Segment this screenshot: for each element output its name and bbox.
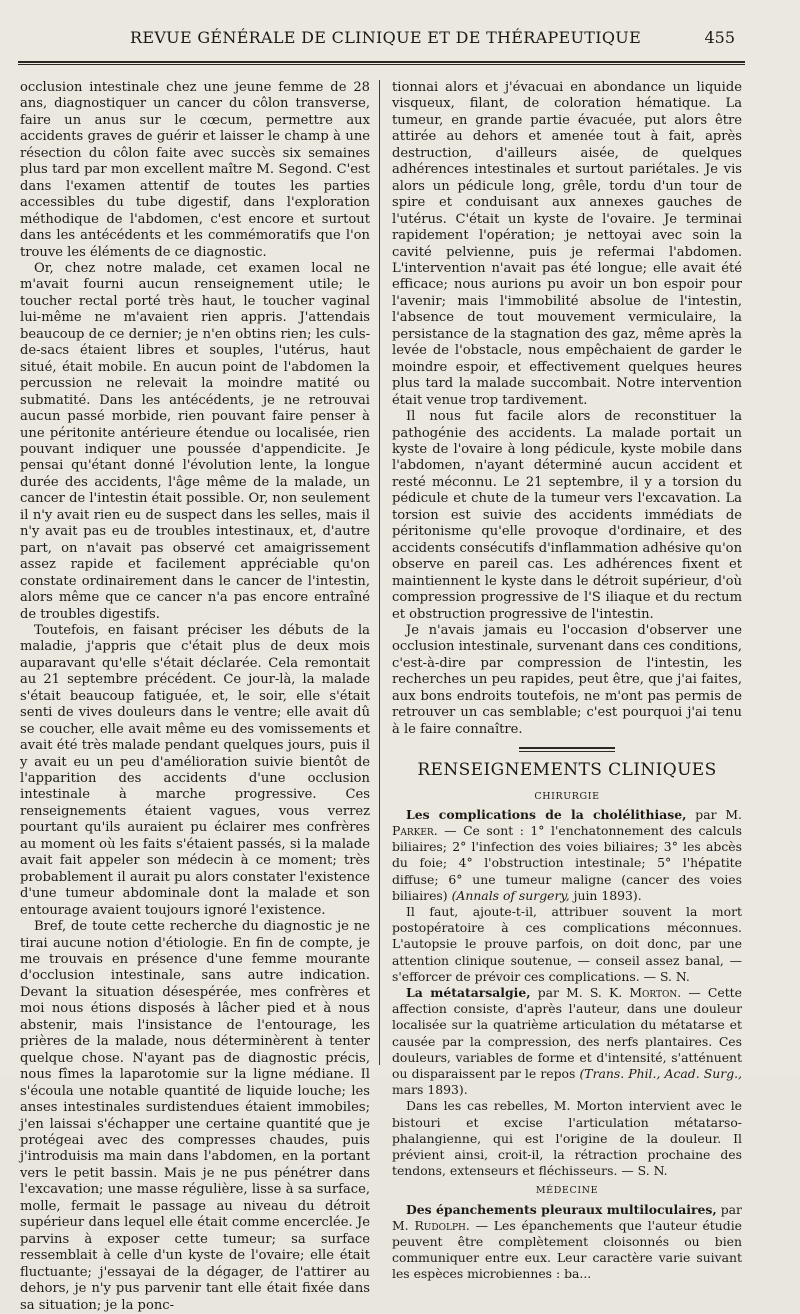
paragraph: tionnai alors et j'évacuai en abondance un liquide visqueux, filant, de coloration hématique. La tumeur, en grande partie évacuée, put alors être attirée au dehors et amenée tout à fait, après destruction, d'ailleurs aisée, de quelques adhérences intestinales et surtout pariétales. Je vis alors un pédicule long, grêle, tordu d'un tour de spire et conduisant aux annexes gauches de l'utérus. C'était un kyste de l'ovaire. Je terminai rapidement l'opération; je nettoyai avec soin la cavité pelvienne, puis je refermai l'abdomen. L'intervention n'avait pas été longue; elle avait été efficace; nous aurions pu avoir un bon espoir pour l'avenir; mais l'immobilité absolue de l'intestin, l'absence de tout mouvement vermiculaire, la persistance de la stagnation des gaz, même après la levée de l'obstacle, nous empêchaient de garder le moindre espoir, et effectivement quelques heures plus tard la malade succombait. Notre intervention était venue trop tardivement. bbox=[392, 80, 742, 408]
right-column bbox=[392, 80, 742, 1283]
paragraph: Or, chez notre malade, cet examen local ne m'avait fourni aucun renseignement utile; le toucher rectal porté très haut, le toucher vaginal lui-même ne m'avaient rien appris. J'attendais beaucoup de ce dernier; je n'en obtins rien; les culs-de-sacs étaient libres et souples, l'utérus, haut situé, était mobile. En aucun point de l'abdomen la percussion ne relevait la moindre matité ou submatité. Dans les antécédents, je ne retrouvai aucun passé morbide, rien pouvant faire penser à une péritonite antérieure étendue ou localisée, rien pouvant indiquer une poussée d'appendicite. Je pensai qu'étant donné l'évolution lente, la longue durée des accidents, l'âge même de la malade, un cancer de l'intestin était possible. Or, non seulement il n'y avait rien eu de suspect dans les selles, mais il n'y avait pas eu de troubles intestinaux, et, d'autre part, on n'avait pas observé cet amaigrissement assez rapide et facilement appréciable qu'on constate ordinairement dans le cancer de l'intestin, alors même que ce cancer n'a pas encore entraîné de troubles digestifs. bbox=[20, 260, 371, 622]
paragraph: Je n'avais jamais eu l'occasion d'observer une occlusion intestinale, survenant dans ces conditions, c'est-à-dire par compression de l'intestin, les recherches un peu rapides, peut être, que j'ai faites, aux bons endroits toutefois, ne m'ont pas permis de retrouver un cas semblable; c'est pourquoi j'ai tenu à le faire connaître. bbox=[392, 622, 742, 737]
header-rule bbox=[18, 61, 745, 63]
paragraph: Il nous fut facile alors de reconstituer la pathogénie des accidents. La malade portait un kyste de l'ovaire à long pédicule, kyste mobile dans l'abdomen, n'ayant déterminé aucun accident et resté méconnu. Le 21 septembre, il y a torsion du pédicule et chute de la tumeur vers l'excavation. La torsion est suivie des accidents immédiats de péritonisme qu'elle provoque d'ordinaire, et des accidents consécutifs d'inflammation adhésive qu'on observe en pareil cas. Les adhérences fixent et maintiennent le kyste dans le détroit supérieur, d'où compression progressive de l'S iliaque et du rectum et obstruction progressive de l'intestin. bbox=[392, 409, 742, 622]
section-title: RENSEIGNEMENTS CLINIQUES bbox=[417, 760, 717, 781]
section-rule-thin bbox=[519, 751, 615, 752]
article-source: (Trans. Phil., Acad. Surg., bbox=[579, 1066, 742, 1082]
article-entry: La métatarsalgie, par M. S. K. Morton. — Cette affection consiste, d'après l'auteur, dans une douleur localisée sur la quatrième articulation du métatarse et causée par la compression, des nerfs plantaires. Ces douleurs, variables de forme et d'intensité, s'atténuent ou disparaissent par le repos (Trans. Phil., Acad. Surg., mars 1893). bbox=[392, 985, 742, 1098]
article-title: La métatarsalgie, bbox=[406, 985, 531, 1001]
paragraph: Bref, de toute cette recherche du diagnostic je ne tirai aucune notion d'étiologie. En fin de compte, je me trouvais en présence d'une femme mourante d'occlusion intestinale, sans autre indication. Devant la situation désespérée, mes confrères et moi nous étions disposés à lâcher pied et à nous abstenir, mais l'insistance de l'entourage, les prières de la malade, nous déterminèrent à tenter quelque chose. N'ayant pas de diagnostic précis, nous fîmes la laparotomie sur la ligne médiane. Il s'écoula une notable quantité de liquide louche; les anses intestinales surdistendues étaient immobiles; j'en laissai s'échapper une certaine quantité que je protégeai avec des compresses chaudes, puis j'introduisis ma main dans l'abdomen, en la portant vers le petit bassin. Mais je ne pus pénétrer dans l'excavation; une masse régulière, lisse à sa surface, molle, fermait le passage au niveau du détroit supérieur dans lequel elle était comme encerclée. Je parvins à exposer cette tumeur; sa surface ressemblait à celle d'un kyste de l'ovaire; elle était fluctuante; j'essayai de la dégager, de l'attirer au dehors, je n'y pus parvenir tant elle était fixée dans sa situation; je la ponc- bbox=[20, 919, 370, 1313]
running-header bbox=[0, 28, 800, 50]
subsection-heading: CHIRURGIE bbox=[534, 790, 600, 802]
article-source: (Annals of surgery, bbox=[451, 887, 570, 903]
article-title: Des épanchements pleuraux multiloculaires, bbox=[406, 1201, 717, 1217]
paragraph: Toutefois, en faisant préciser les débuts de la maladie, j'appris que c'était plus de deux mois auparavant qu'elle s'était déclarée. Cela remontait au 21 septembre précédent. Ce jour-là, la malade s'était beaucoup fatiguée, et, le soir, elle s'était senti de vives douleurs dans le ventre; elle avait dû se coucher, elle avait même eu des vomissements et avait été très malade pendant quelques jours, puis il y avait eu un peu d'amélioration suivie bientôt de l'apparition des accidents d'une occlusion intestinale à marche progressive. Ces renseignements étaient vagues, vous verrez pourtant qu'ils auraient pu éclairer mes confrères au moment où les faits s'étaient passés, si la malade avait fait appeler son médecin à ce moment; très probablement il aurait pu alors constater l'existence d'une tumeur abdominale dont la malade et son entourage avaient toujours ignoré l'existence. bbox=[20, 622, 370, 918]
paragraph: Dans les cas rebelles, M. Morton intervient avec le bistouri et excise l'articulation métatarso-phalangienne, qui est l'origine de la douleur. Il prévient ainsi, croit-il, la rétraction prochaine des tendons, extenseurs et fléchisseurs. — S. N. bbox=[392, 1098, 742, 1179]
article-author: Morton bbox=[629, 985, 678, 1001]
subsection-heading: MÉDECINE bbox=[535, 1185, 599, 1197]
column-divider bbox=[379, 80, 380, 1065]
section-rule bbox=[519, 747, 615, 749]
clinical-notes bbox=[392, 789, 742, 1283]
article-entry: Les complications de la cholélithiase, par M. Parker. — Ce sont : 1° l'enchatonnement des calculs biliaires; 2° l'infection des voies biliaires; 3° les abcès du foie; 4° l'obstruction intestinale; 5° l'hépatite diffuse; 6° une tumeur maligne (cancer des voies biliaires) (Annals of surgery, juin 1893). bbox=[392, 806, 742, 903]
paragraph: occlusion intestinale chez une jeune femme de 28 ans, diagnostiquer un cancer du côlon transverse, faire un anus sur le cœcum, permettre aux accidents graves de guérir et laisser le champ à une résection du côlon faite avec succès six semaines plus tard par mon excellent maître M. Segond. C'est dans l'examen attentif de toutes les parties accessibles du tube digestif, dans l'exploration méthodique de l'abdomen, c'est encore et surtout dans les antécédents et les commémoratifs que l'on trouve les éléments de ce diagnostic. bbox=[20, 80, 370, 260]
article-author: Rudolph bbox=[414, 1217, 466, 1233]
journal-title: REVUE GÉNÉRALE DE CLINIQUE ET DE THÉRAPEUTIQUE bbox=[130, 28, 642, 47]
page-number: 455 bbox=[704, 28, 735, 47]
header-rule-thin bbox=[18, 64, 745, 65]
paragraph: Il faut, ajoute-t-il, attribuer souvent la mort postopératoire à ces complications méconnues. L'autopsie le prouve parfois, on doit donc, par une attention clinique soutenue, — conseil assez banal, — s'efforcer de prévoir ces complications. — S. N. bbox=[392, 904, 742, 984]
article-author: Parker bbox=[392, 822, 434, 838]
left-column bbox=[20, 80, 370, 1314]
article-entry: Des épanchements pleuraux multiloculaires, par M. Rudolph. — Les épanchements que l'auteur étudie peuvent être complètement cloisonnés ou bien communiquer entre eux. Leur caractère varie suivant les espèces microbiennes : ba... bbox=[392, 1201, 742, 1282]
article-title: Les complications de la cholélithiase, bbox=[406, 806, 687, 822]
